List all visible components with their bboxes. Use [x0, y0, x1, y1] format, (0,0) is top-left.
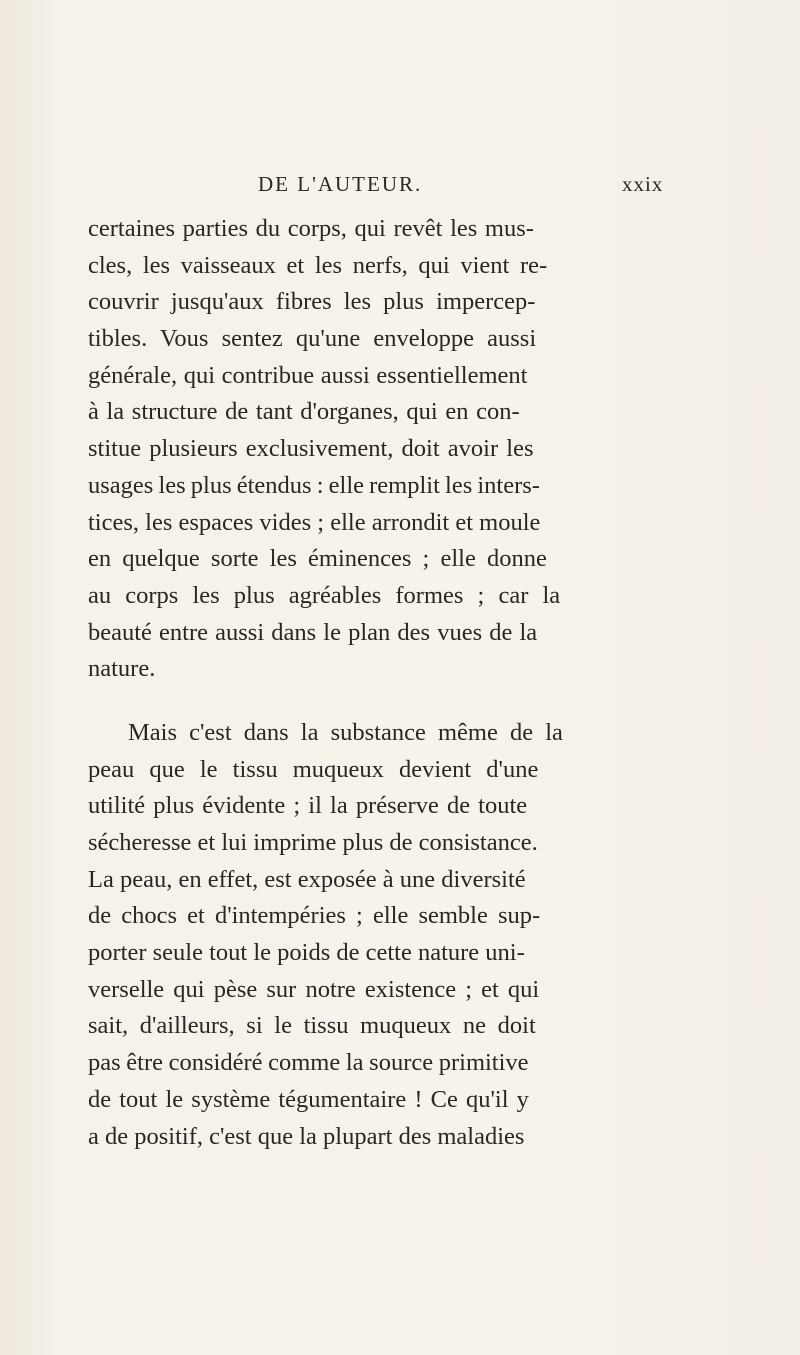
text-line: stitue plusieurs exclusivement, doit avoir les — [88, 435, 534, 463]
text-line: sécheresse et lui imprime plus de consistance. — [88, 829, 538, 856]
text-line: La peau, en effet, est exposée à une diversité — [88, 865, 526, 893]
text-line: sait, d'ailleurs, si le tissu muqueux ne doit — [88, 1012, 536, 1040]
page-header — [0, 172, 800, 202]
text-line: a de positif, c'est que la plupart des maladies — [88, 1122, 525, 1150]
text-line: pas être considéré comme la source primitive — [88, 1049, 529, 1077]
text-line: de tout le système tégumentaire ! Ce qu'il y — [88, 1085, 529, 1113]
text-line: beauté entre aussi dans le plan des vues de la — [88, 618, 538, 646]
text-line: nature. — [88, 655, 156, 683]
page-number: xxix — [622, 172, 664, 196]
text-line: usages les plus étendus : elle remplit les inters- — [88, 471, 540, 499]
text-line: au corps les plus agréables formes ; car la — [88, 581, 561, 609]
paragraph-gap — [88, 688, 688, 715]
paragraph-1 — [88, 211, 688, 688]
text-line: tices, les espaces vides ; elle arrondit et moule — [88, 508, 541, 536]
text-line: cles, les vaisseaux et les nerfs, qui vient re- — [88, 251, 548, 279]
text-line: utilité plus évidente ; il la préserve de toute — [88, 792, 528, 820]
body-text — [88, 211, 688, 1155]
text-line: Mais c'est dans la substance même de la — [128, 718, 563, 746]
text-line: certaines parties du corps, qui revêt les mus- — [88, 215, 534, 242]
text-line: en quelque sorte les éminences ; elle donne — [88, 545, 547, 573]
text-line: peau que le tissu muqueux devient d'une — [88, 755, 539, 783]
text-line: verselle qui pèse sur notre existence ; et qui — [88, 975, 540, 1003]
paragraph-2 — [88, 715, 688, 1155]
text-line: tibles. Vous sentez qu'une enveloppe aussi — [88, 325, 537, 353]
text-line: couvrir jusqu'aux fibres les plus impercep- — [88, 288, 536, 316]
text-line: porter seule tout le poids de cette nature uni- — [88, 939, 525, 967]
running-title: DE L'AUTEUR. — [258, 172, 423, 196]
text-line: de chocs et d'intempéries ; elle semble sup- — [88, 902, 541, 930]
text-line: à la structure de tant d'organes, qui en con- — [88, 398, 520, 426]
text-line: générale, qui contribue aussi essentiellement — [88, 361, 528, 389]
